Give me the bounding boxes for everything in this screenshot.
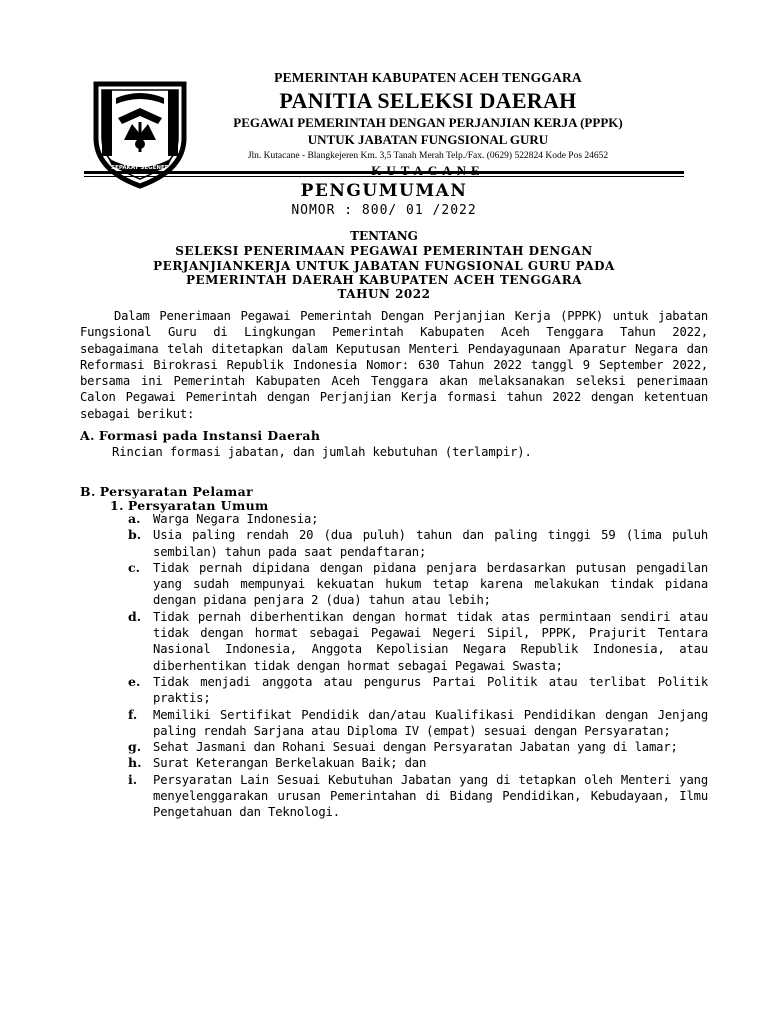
- section-b-title: Persyaratan Pelamar: [99, 484, 254, 499]
- list-item: [128, 527, 708, 560]
- list-item-label: c.: [128, 559, 140, 575]
- intro-paragraph: [80, 308, 708, 422]
- list-item-label: d.: [128, 608, 142, 624]
- letterhead-committee: PANITIA SELEKSI DAERAH: [279, 88, 577, 113]
- letterhead: [198, 70, 658, 179]
- letterhead-divider-thin: [84, 176, 684, 177]
- list-item-text: Tidak pernah diberhentikan dengan hormat tidak atas permintaan sendiri atau tidak dengan hormat sebagai Pegawai Negeri Sipil, PPPK, Prajurit Tentara Nasional Indonesia, Anggota Kepolisian Negara Republik Indonesia, atau diberhentikan tidak dengan hormat sebagai Pegawai Swasta;: [153, 609, 708, 673]
- letterhead-government: PEMERINTAH KABUPATEN ACEH TENGGARA: [274, 70, 582, 85]
- list-item-label: g.: [128, 739, 142, 755]
- list-item-text: Memiliki Sertifikat Pendidik dan/atau Kualifikasi Pendidikan dengan Jenjang paling rendah Sarjana atau Diploma IV (empat) sesuai dengan Persyaratan;: [153, 707, 708, 738]
- list-item-label: e.: [128, 673, 141, 689]
- list-item: [128, 755, 708, 771]
- list-item: [128, 739, 708, 755]
- section-b-label: B.: [80, 484, 96, 499]
- list-item-text: Surat Keterangan Berkelakuan Baik; dan: [153, 756, 427, 771]
- list-item-text: Tidak pernah dipidana dengan pidana penjara berdasarkan putusan pengadilan yang sudah mempunyai kekuatan hukum tetap karena melakukan tindak pidana dengan pidana penjara 2 (dua) tahun atau lebih;: [153, 560, 708, 608]
- list-item-label: f.: [128, 706, 138, 722]
- announcement-title: PENGUMUMAN: [300, 181, 468, 201]
- section-b1-title: Persyaratan Umum: [127, 498, 269, 513]
- section-a-heading: [80, 428, 320, 443]
- list-item: [128, 707, 708, 740]
- announcement-about: TENTANG: [350, 229, 418, 243]
- list-item-label: a.: [128, 511, 141, 526]
- announcement-subject-line: PERJANJIANKERJA UNTUK JABATAN FUNGSIONAL GURU PADA: [153, 259, 615, 273]
- announcement-subject-line: PEMERINTAH DAERAH KABUPATEN ACEH TENGGARA: [186, 273, 582, 287]
- list-item-text: Usia paling rendah 20 (dua puluh) tahun dan paling tinggi 59 (lima puluh sembilan) tahun pada saat pendaftaran;: [153, 528, 708, 559]
- list-item-label: b.: [128, 527, 142, 543]
- list-item: [128, 772, 708, 821]
- letterhead-city: KUTACANE: [371, 163, 485, 178]
- logo-motto-text: SEPAKAT SEGENEP: [111, 165, 169, 171]
- letterhead-divider-thick: [84, 171, 684, 174]
- section-b1-label: 1.: [110, 498, 124, 513]
- letterhead-subtitle: PEGAWAI PEMERINTAH DENGAN PERJANJIAN KERJA (PPPK): [233, 115, 623, 130]
- section-a-title: Formasi pada Instansi Daerah: [98, 428, 321, 443]
- announcement-subject-line: TAHUN 2022: [337, 287, 431, 301]
- list-item-text: Warga Negara Indonesia;: [153, 512, 319, 526]
- letterhead-position: UNTUK JABATAN FUNGSIONAL GURU: [307, 132, 549, 147]
- list-item: [128, 560, 708, 609]
- list-item: [128, 511, 708, 527]
- section-a-label: A.: [80, 428, 95, 443]
- list-item-label: h.: [128, 755, 142, 771]
- section-b-heading: [80, 484, 253, 499]
- section-a-text: Rincian formasi jabatan, dan jumlah kebutuhan (terlampir).: [112, 445, 532, 459]
- announcement-number: NOMOR : 800/ 01 /2022: [291, 203, 477, 218]
- list-item: [128, 674, 708, 707]
- list-item-label: i.: [128, 771, 138, 787]
- list-item: [128, 609, 708, 674]
- letterhead-address: Jln. Kutacane - Blangkejeren Km. 3,5 Tanah Merah Telp./Fax. (0629) 522824 Kode Pos 24652: [247, 151, 609, 161]
- list-item-text: Persyaratan Lain Sesuai Kebutuhan Jabatan yang di tetapkan oleh Menteri yang menyelenggarakan urusan Pemerintahan di Bidang Pendidikan, Kebudayaan, Ilmu Pengetahuan dan Teknologi.: [153, 772, 708, 820]
- list-item-text: Sehat Jasmani dan Rohani Sesuai dengan Persyaratan Jabatan yang di lamar;: [153, 740, 678, 755]
- intro-text: Dalam Penerimaan Pegawai Pemerintah Dengan Perjanjian Kerja (PPPK) untuk jabatan Fungsional Guru di Lingkungan Pemerintah Kabupaten Aceh Tenggara Tahun 2022, sebagaimana telah ditetapkan dalam Keputusan Menteri Pendayagunaan Aparatur Negara dan Reformasi Birokrasi Republik Indonesia Nomor: 630 Tahun 2022 tanggl 9 September 2022, bersama ini Pemerintah Kabupaten Aceh Tenggara akan melaksanakan seleksi penerimaan Calon Pegawai Pemerintah dengan Perjanjian Kerja formasi tahun 2022 dengan ketentuan sebagai berikut:: [80, 309, 708, 421]
- announcement-subject-line: SELEKSI PENERIMAAN PEGAWAI PEMERINTAH DENGAN: [175, 244, 593, 258]
- list-item-text: Tidak menjadi anggota atau pengurus Partai Politik atau terlibat Politik praktis;: [153, 674, 708, 706]
- requirements-list: [128, 511, 708, 821]
